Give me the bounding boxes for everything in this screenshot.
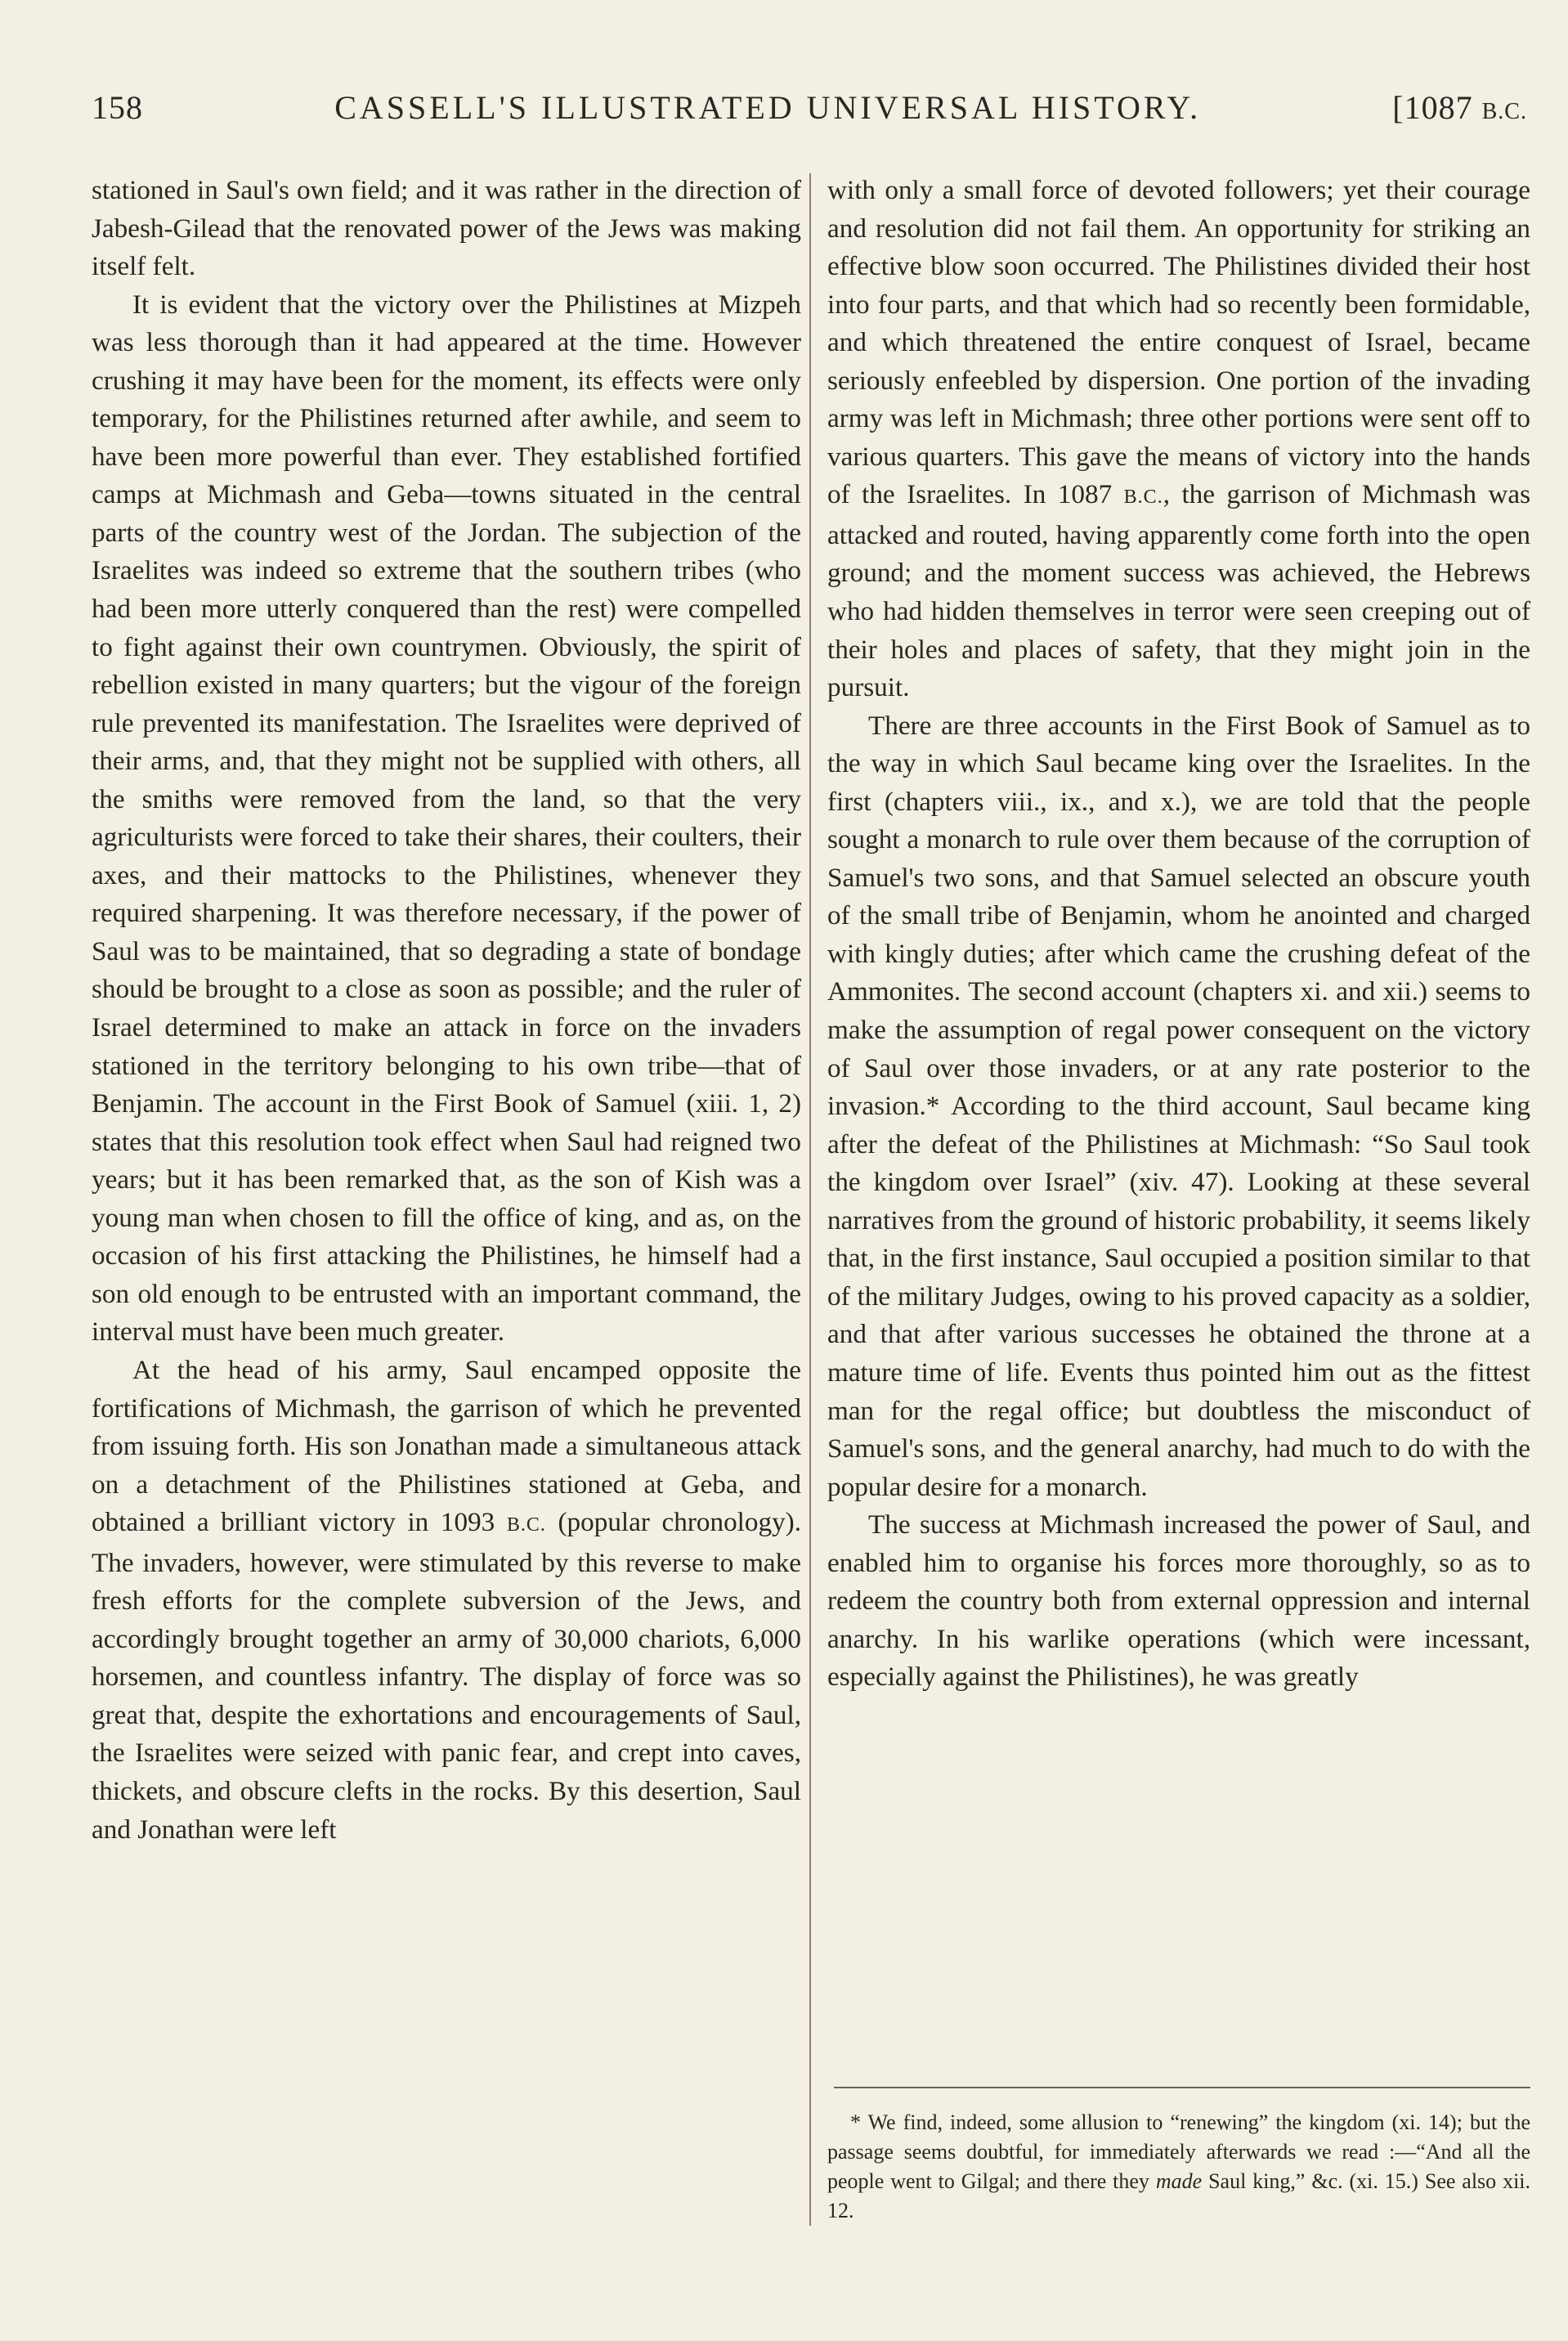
paragraph: There are three accounts in the First Book of Samuel as to the way in which Saul became king over the Israelites. In the first (chapters viii., ix., and x.), we are told that the people sought a monarch to rule over them because of the corruption of Samuel's two sons, and that Samuel selected an obscure youth of the small tribe of Benjamin, whom he anointed and charged with kingly duties; after which came the crushing defeat of the Ammonites. The second account (chapters xi. and xii.) seems to make the assumption of regal power consequent on the victory of Saul over those invaders, or at any rate posterior to the invasion.* According to the third account, Saul became king after the defeat of the Philistines at Michmash: “So Saul took the kingdom over Israel” (xiv. 47). Looking at these several narratives from the ground of historic probability, it seems likely that, in the first instance, Saul occupied a position similar to that of the military Judges, owing to his proved capacity as a soldier, and that after various successes he obtained the throne at a mature time of life. Events thus pointed him out as the fittest man for the regal office; but doubtless the misconduct of Samuel's sons, and the general anarchy, had much to do with the popular desire for a monarch. bbox=[827, 710, 1530, 1502]
left-column bbox=[92, 172, 801, 1849]
footnote-part: * We find, indeed, some allusion to “renewing” the kingdom (xi. 14); but the passage seems doubtful, for immediately afterwards we read :—“And all the people went to Gilgal; and there they bbox=[827, 2110, 1530, 2193]
footnote bbox=[827, 2108, 1530, 2226]
running-header bbox=[92, 88, 1527, 137]
paragraph-text: , the garrison of Michmash was attacked and routed, having apparently come forth into the open ground; and the moment success was achieved, the Hebrews who had hidden themselves in terror were seen creeping out of their holes and places of safety, that they might join in the pursuit. bbox=[827, 479, 1531, 703]
running-title: CASSELL'S ILLUSTRATED UNIVERSAL HISTORY. bbox=[334, 89, 1202, 126]
paragraph: The success at Michmash increased the power of Saul, and enabled him to organise his forces more thoroughly, so as to redeem the country both from external oppression and internal anarchy. In his warlike operations (which were incessant, especially against the Philistines), he was greatly bbox=[827, 1509, 1530, 1693]
footnote-rule bbox=[834, 2087, 1530, 2088]
era-abbrev: B.C. bbox=[506, 1514, 546, 1536]
paragraph-text: At the head of his army, Saul encamped opposite the fortifications of Michmash, the garrison of which he prevented from issuing forth. His son Jonathan made a simultaneous attack on a detachment of the Philistines stationed at Geba, and obtained a brilliant victory in 1093 bbox=[92, 1354, 801, 1538]
footnote-text bbox=[827, 2108, 1530, 2226]
era-abbrev: B.C. bbox=[1123, 487, 1163, 509]
running-date bbox=[1392, 88, 1527, 127]
column-divider bbox=[809, 173, 811, 2226]
right-column bbox=[827, 172, 1530, 1697]
paragraph: stationed in Saul's own field; and it was rather in the direction of Jabesh-Gilead that the renovated power of the Jews was making itself felt. bbox=[92, 175, 801, 282]
paragraph: It is evident that the victory over the Philistines at Mizpeh was less thorough than it had appeared at the time. However crushing it may have been for the moment, its effects were only temporary, for the Philistines returned after awhile, and seem to have been more powerful than ever. They established fortified camps at Michmash and Geba—towns situated in the central parts of the country west of the Jordan. The subjection of the Israelites was indeed so extreme that the southern tribes (who had been more utterly conquered than the rest) were compelled to fight against their own countrymen. Obviously, the spirit of rebellion existed in many quarters; but the vigour of the foreign rule prevented its manifestation. The Israelites were deprived of their arms, and, that they might not be supplied with others, all the smiths were removed from the land, so that the very agriculturists were forced to take their shares, their coulters, their axes, and their mattocks to the Philistines, whenever they required sharpening. It was therefore necessary, if the power of Saul was to be maintained, that so degrading a state of bondage should be brought to a close as soon as possible; and the ruler of Israel determined to make an attack in force on the invaders stationed in the territory belonging to his own tribe—that of Benjamin. The account in the First Book of Samuel (xiii. 1, 2) states that this resolution took effect when Saul had reigned two years; but it has been remarked that, as the son of Kish was a young man when chosen to fill the office of king, and as, on the occasion of his first attacking the Philistines, he himself had a son old enough to be entrusted with an important command, the interval must have been much greater. bbox=[92, 289, 801, 1348]
paragraph-text: (popular chronology). The invaders, however, were stimulated by this reverse to make fresh efforts for the complete subversion of the Jews, and accordingly brought together an army of 30,000 chariots, 6,000 horsemen, and countless infantry. The display of force was so great that, despite the exhortations and encouragements of Saul, the Israelites were seized with panic fear, and crept into caves, thickets, and obscure clefts in the rocks. By this desertion, Saul and Jonathan were left bbox=[92, 1507, 802, 1845]
footnote-emphasis: made bbox=[1155, 2169, 1203, 2193]
paragraph bbox=[827, 172, 1530, 707]
paragraph-text: with only a small force of devoted followers; yet their courage and resolution did not fail them. An opportunity for striking an effective blow soon occurred. The Philistines divided their host into four parts, and that which had so recently been formidable, and which threatened the entire conquest of Israel, became seriously enfeebled by dispersion. One portion of the invading army was left in Michmash; three other portions were sent off to various quarters. This gave the means of victory into the hands of the Israelites. In 1087 bbox=[827, 175, 1530, 510]
paragraph bbox=[92, 1352, 801, 1849]
footnote-part: Saul king,” &c. (xi. 15.) See also xii. 12. bbox=[827, 2169, 1531, 2222]
running-date-era: B.C. bbox=[1481, 99, 1527, 124]
page-number: 158 bbox=[92, 89, 143, 126]
running-date-year: [1087 bbox=[1392, 89, 1473, 126]
